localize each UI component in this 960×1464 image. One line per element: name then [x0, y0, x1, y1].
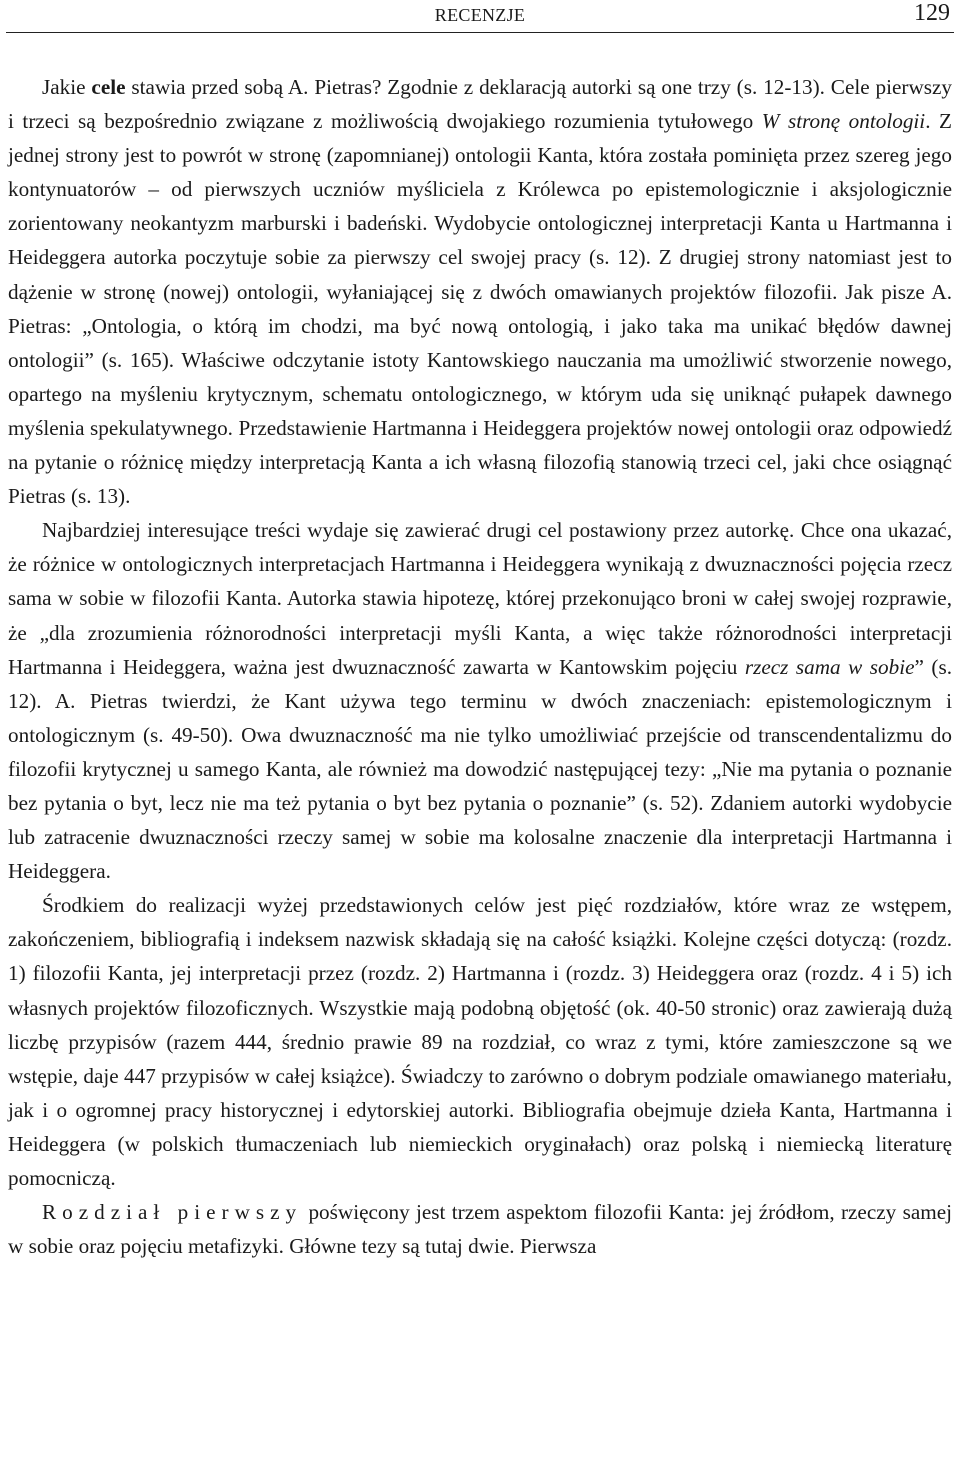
- running-title: RECENZJE: [434, 5, 526, 25]
- spaced-text: Rozdział pierwszy: [42, 1200, 303, 1225]
- text-run: ” (s. 12). A. Pietras twierdzi, że Kant używa tego terminu w dwóch znaczeniach: epistemologicznym i ontologicznym (s. 49-50). Owa dwuznaczność ma nie tylko umożliwiać przejście od transcendentalizmu do filozofii krytycznej u samego Kanta, ale również ma dowodzić następującej tezy: „Nie ma pytania o poznanie bez pytania o byt, lecz nie ma też pytania o byt bez pytania o poznanie” (s. 52). Zdaniem autorki wydobycie lub zatracenie dwuznaczności rzeczy samej w sobie ma kolosalne znaczenie dla interpretacji Hartmanna i Heideggera.: [8, 654, 952, 884]
- text-run: poświęcony jest trzem aspektom filozofii Kanta: jej źródłom, rzeczy samej w sobie oraz pojęciu metafizyki. Główne tezy są tutaj dwie. Pierwsza: [8, 1200, 952, 1259]
- page-header: [6, 0, 954, 33]
- paragraph: [8, 888, 952, 1195]
- page-number: 129: [914, 0, 950, 26]
- italic-text: W stronę ontologii: [761, 109, 926, 134]
- text-run: . Z jednej strony jest to powrót w stronę (zapomnianej) ontologii Kanta, która została pominięta przez szereg jego kontynuatorów – od pierwszych uczniów myśliciela z Królewca po epistemologicznie i aksjologicznie zorientowany neokantyzm marburski i badeński. Wydobycie ontologicznej interpretacji Kanta u Hartmanna i Heideggera autorka poczytuje sobie za pierwszy cel swojej pracy (s. 12). Z drugiej strony natomiast jest to dążenie w stronę (nowej) ontologii, wyłaniającej się z dwóch omawianych projektów filozofii. Jak pisze A. Pietras: „Ontologia, o którą im chodzi, ma być nową ontologią, i jako taka ma unikać błędów dawnej ontologii” (s. 165). Właściwe odczytanie istoty Kantowskiego nauczania ma umożliwić stworzenie nowego, opartego na myśleniu krytycznym, schematu ontologicznego, w którym uda się uniknąć pułapek dawnego myślenia spekulatywnego. Przedstawienie Hartmanna i Heideggera projektów nowej ontologii oraz odpowiedź na pytanie o różnicę między interpretacją Kanta a ich własną filozofią stanowią trzeci cel, jaki chce osiągnąć Pietras (s. 13).: [8, 109, 952, 509]
- body-text: [8, 70, 952, 1263]
- bold-text: cele: [91, 75, 126, 99]
- italic-text: rzecz sama w sobie: [744, 654, 915, 679]
- text-run: Środkiem do realizacji wyżej przedstawionych celów jest pięć rozdziałów, które wraz ze wstępem, zakończeniem, bibliografią i indeksem nazwisk składają się na całość książki. Kolejne części dotyczą: (rozdz. 1) filozofii Kanta, jej interpretacji przez (rozdz. 2) Hartmanna i (rozdz. 3) Heideggera oraz (rozdz. 4 i 5) ich własnych projektów filozoficznych. Wszystkie mają podobną objętość (ok. 40-50 stronic) oraz zawierają dużą liczbę przypisów (razem 444, średnio prawie 89 na rozdział, co wraz z tymi, które zamieszczone są we wstępie, daje 447 przypisów w całej książce). Świadczy to zarówno o dobrym podziale omawianego materiału, jak i o ogromnej pracy historycznej i edytorskiej autorki. Bibliografia obejmuje dzieła Kanta, Hartmanna i Heideggera (w polskich tłumaczeniach lub niemieckich oryginałach) oraz polską i niemiecką literaturę pomocniczą.: [8, 893, 952, 1190]
- text-run: Jakie: [42, 75, 92, 99]
- text-run: Najbardziej interesujące treści wydaje się zawierać drugi cel postawiony przez autorkę. Chce ona ukazać, że różnice w ontologicznych interpretacjach Hartmanna i Heideggera wynikają z dwuznaczności pojęcia rzecz sama w sobie w filozofii Kanta. Autorka stawia hipotezę, której przekonująco broni w całej swojej rozprawie, że „dla zrozumienia różnorodności interpretacji myśli Kanta, a więc także różnorodności interpretacji Hartmanna i Heideggera, ważna jest dwuznaczność zawarta w Kantowskim pojęciu: [8, 518, 952, 679]
- paragraph: [8, 513, 952, 888]
- text-run: stawia przed sobą A. Pietras? Zgodnie z deklaracją autorki są one trzy (s. 12-13). Cele pierwszy i trzeci są bezpośrednio związane z możliwością dwojakiego rozumienia tytułowego: [8, 75, 952, 134]
- paragraph: [8, 70, 952, 513]
- paragraph: [8, 1195, 952, 1263]
